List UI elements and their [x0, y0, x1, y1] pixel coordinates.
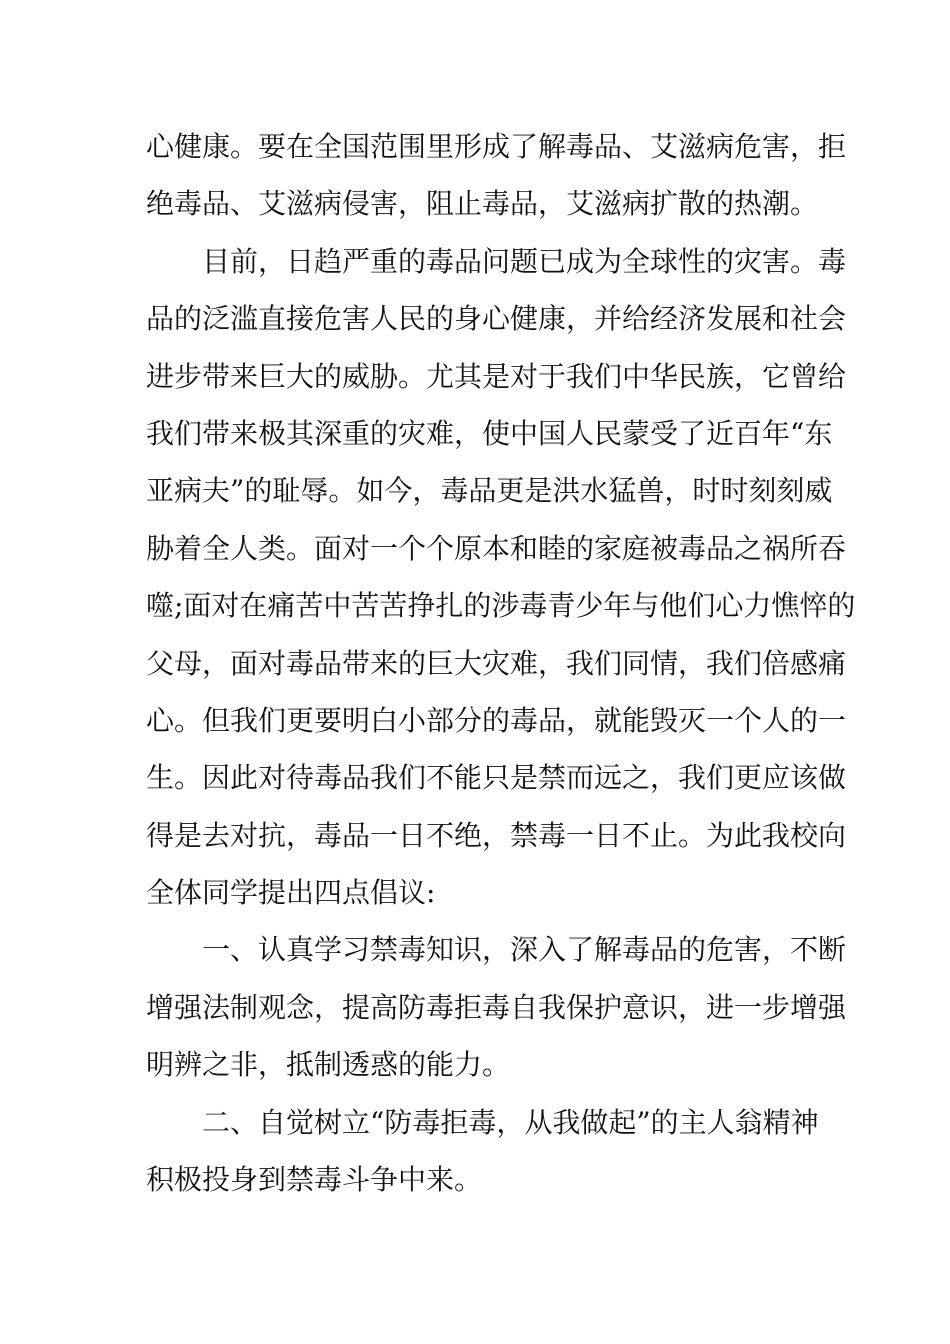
text-line: 父母，面对毒品带来的巨大灾难，我们同情，我们倍感痛	[146, 646, 847, 680]
text-line: 心。但我们更要明白小部分的毒品，就能毁灭一个人的一	[146, 703, 847, 737]
text-line: 进步带来巨大的威胁。尤其是对于我们中华民族，它曾给	[146, 359, 847, 393]
text-line: 噬;面对在痛苦中苦苦挣扎的涉毒青少年与他们心力憔悴的	[146, 589, 856, 623]
text-line: 增强法制观念，提高防毒拒毒自我保护意识，进一步增强	[146, 990, 847, 1024]
text-line: 胁着全人类。面对一个个原本和睦的家庭被毒品之祸所吞	[146, 531, 847, 565]
paragraph-start-line: 二、自觉树立“防毒拒毒，从我做起”的主人翁精神	[202, 1105, 819, 1139]
text-line: 我们带来极其深重的灾难，使中国人民蒙受了近百年“东	[146, 416, 833, 450]
text-line: 亚病夫”的耻辱。如今，毒品更是洪水猛兽，时时刻刻威	[146, 474, 833, 508]
text-line: 得是去对抗，毒品一日不绝，禁毒一日不止。为此我校向	[146, 818, 847, 852]
text-line: 心健康。要在全国范围里形成了解毒品、艾滋病危害，拒	[146, 130, 847, 163]
document-body	[146, 118, 856, 1208]
text-line: 明辨之非，抵制透惑的能力。	[146, 1048, 511, 1082]
text-line: 绝毒品、艾滋病侵害，阻止毒品，艾滋病扩散的热潮。	[146, 187, 819, 221]
text-line: 积极投身到禁毒斗争中来。	[146, 1163, 483, 1197]
text-line: 品的泛滥直接危害人民的身心健康，并给经济发展和社会	[146, 302, 847, 336]
text-line: 生。因此对待毒品我们不能只是禁而远之，我们更应该做	[146, 761, 847, 795]
paragraph-start-line: 一、认真学习禁毒知识，深入了解毒品的危害，不断	[202, 933, 847, 967]
paragraph-start-line: 目前，日趋严重的毒品问题已成为全球性的灾害。毒	[202, 244, 847, 278]
text-line: 全体同学提出四点倡议:	[146, 876, 436, 910]
